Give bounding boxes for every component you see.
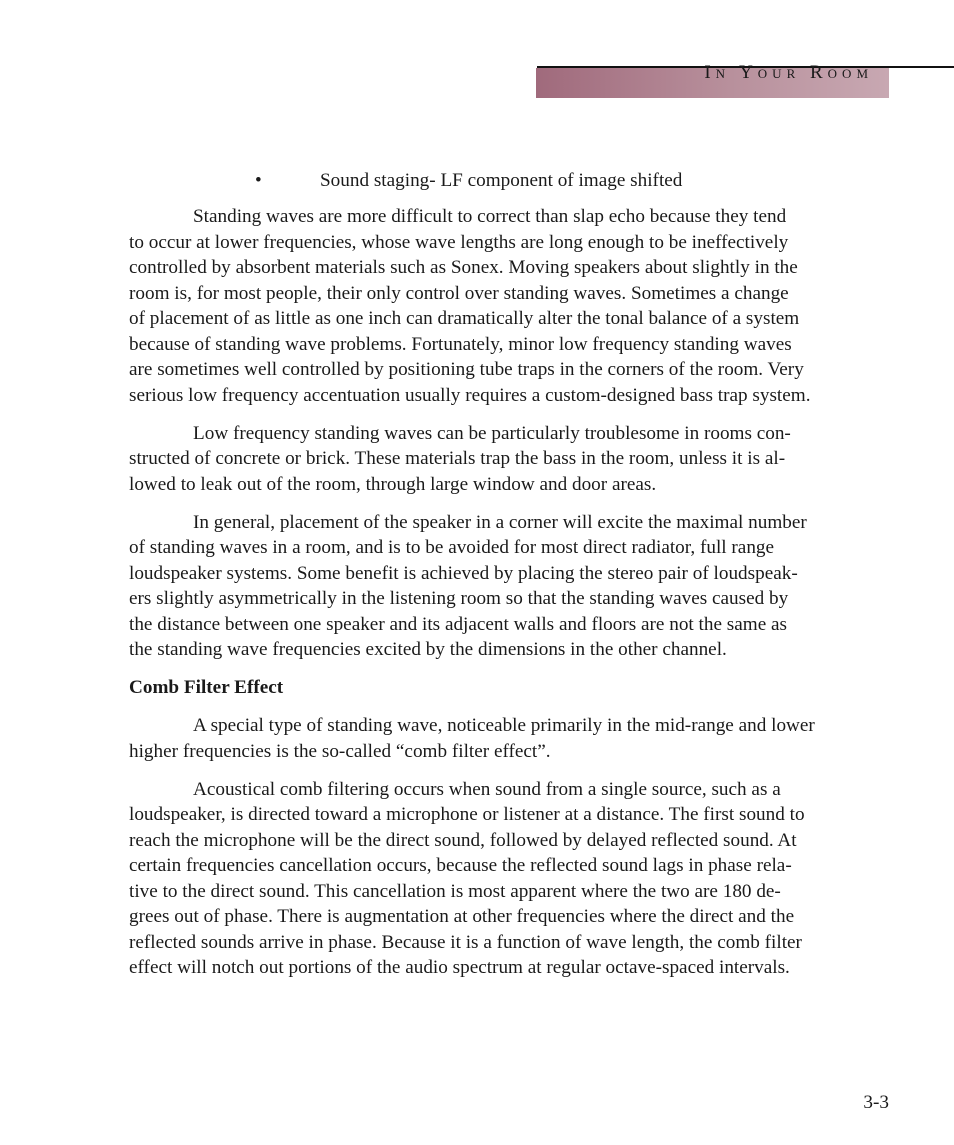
paragraph-line: effect will notch out portions of the audio spectrum at regular octave-spaced intervals. <box>129 957 790 978</box>
paragraph-standing-waves <box>129 204 889 408</box>
paragraph-line: In general, placement of the speaker in a corner will excite the maximal number <box>193 511 807 533</box>
paragraph-line: are sometimes well controlled by positioning tube traps in the corners of the room. Very <box>129 359 804 380</box>
paragraph-line: grees out of phase. There is augmentation at other frequencies where the direct and the <box>129 906 795 927</box>
paragraph-line: the distance between one speaker and its adjacent walls and floors are not the same as <box>129 613 787 635</box>
paragraph-line: controlled by absorbent materials such as Sonex. Moving speakers about slightly in the <box>129 257 798 278</box>
paragraph-line: structed of concrete or brick. These materials trap the bass in the room, unless it is al- <box>129 448 786 469</box>
running-header-title: In Your Room <box>704 62 873 83</box>
paragraph-line: the standing wave frequencies excited by the dimensions in the other channel. <box>129 639 727 660</box>
paragraph-comb-filtering <box>129 777 889 981</box>
paragraph-line: reflected sounds arrive in phase. Because it is a function of wave length, the comb filter <box>129 931 802 953</box>
paragraph-line: lowed to leak out of the room, through large window and door areas. <box>129 473 657 495</box>
paragraph-line: Acoustical comb filtering occurs when sound from a single source, such as a <box>193 778 781 800</box>
page-body <box>129 168 889 993</box>
paragraph-line: ers slightly asymmetrically in the listening room so that the standing waves caused by <box>129 588 789 609</box>
bullet-mark: • <box>255 170 262 191</box>
paragraph-line: A special type of standing wave, noticeable primarily in the mid-range and lower <box>193 715 815 736</box>
paragraph-low-frequency <box>129 421 889 498</box>
paragraph-line: of standing waves in a room, and is to be avoided for most direct radiator, full range <box>129 537 775 558</box>
paragraph-line: reach the microphone will be the direct sound, followed by delayed reflected sound. At <box>129 829 797 851</box>
paragraph-line: tive to the direct sound. This cancellation is most apparent where the two are 180 de- <box>129 880 781 902</box>
paragraph-comb-intro <box>129 713 889 764</box>
paragraph-line: higher frequencies is the so-called “comb filter effect”. <box>129 740 551 762</box>
paragraph-line: of placement of as little as one inch can dramatically alter the tonal balance of a system <box>129 308 800 329</box>
paragraph-line: room is, for most people, their only control over standing waves. Sometimes a change <box>129 282 789 304</box>
paragraph-line: certain frequencies cancellation occurs, because the reflected sound lags in phase rela- <box>129 855 792 876</box>
paragraph-line: Low frequency standing waves can be particularly troublesome in rooms con- <box>193 422 791 444</box>
paragraph-line: loudspeaker systems. Some benefit is achieved by placing the stereo pair of loudspeak- <box>129 562 798 584</box>
section-heading: Comb Filter Effect <box>129 677 284 698</box>
page-number: 3-3 <box>863 1092 889 1113</box>
paragraph-line: Standing waves are more difficult to correct than slap echo because they tend <box>193 206 787 227</box>
paragraph-line: loudspeaker, is directed toward a microphone or listener at a distance. The first sound to <box>129 804 805 825</box>
paragraph-line: to occur at lower frequencies, whose wave lengths are long enough to be ineffectively <box>129 231 789 253</box>
bullet-item <box>129 168 889 194</box>
bullet-text: Sound staging- LF component of image shifted <box>320 170 683 191</box>
paragraph-line: serious low frequency accentuation usually requires a custom-designed bass trap system. <box>129 384 811 406</box>
paragraph-speaker-placement <box>129 510 889 663</box>
paragraph-line: because of standing wave problems. Fortunately, minor low frequency standing waves <box>129 333 792 355</box>
